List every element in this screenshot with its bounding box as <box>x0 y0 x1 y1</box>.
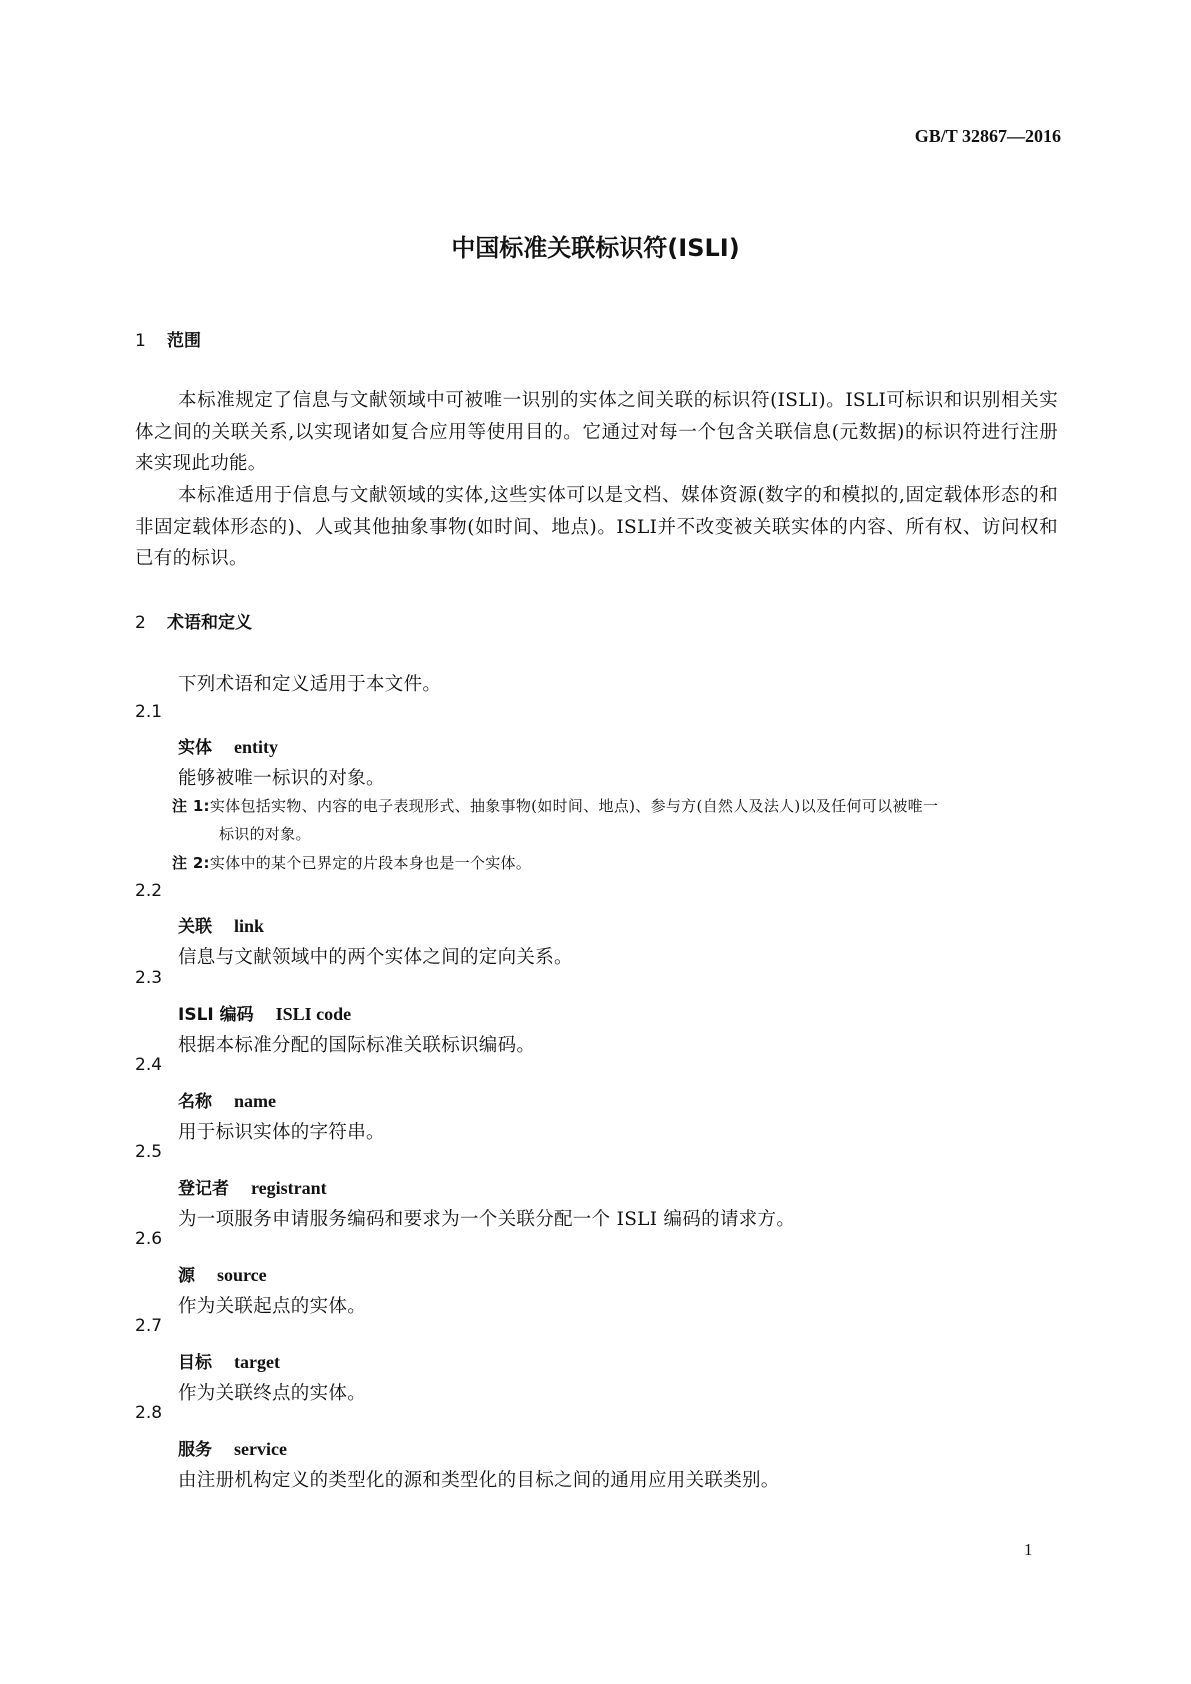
scope-paragraph-2: 本标准适用于信息与文献领域的实体,这些实体可以是文档、媒体资源(数字的和模拟的,固定载体形态的和非固定载体形态的)、人或其他抽象事物(如时间、地点)。ISLI并不改变被关联实体的内容、所有权、访问权和已有的标识。 <box>135 485 1058 570</box>
note-1 <box>172 792 1058 848</box>
term-definition: 由注册机构定义的类型化的源和类型化的目标之间的通用应用关联类别。 <box>178 1470 780 1491</box>
term-heading <box>178 1348 280 1373</box>
term-heading <box>178 1261 267 1286</box>
section-2-heading <box>135 608 252 633</box>
term-en: ISLI code <box>275 1004 352 1024</box>
term-number: 2.7 <box>135 1316 163 1336</box>
section-number: 2 <box>135 613 146 633</box>
term-heading <box>178 1435 287 1460</box>
note-text-continued: 标识的对象。 <box>219 825 311 843</box>
term-heading <box>178 1087 276 1112</box>
page-title: 中国标准关联标识符(ISLI) <box>451 234 740 262</box>
term-definition: 信息与文献领域中的两个实体之间的定向关系。 <box>178 947 573 968</box>
term-zh: 实体 <box>178 738 212 758</box>
term-number: 2.3 <box>135 968 163 988</box>
term-zh: 登记者 <box>178 1179 229 1199</box>
term-en: link <box>234 916 265 936</box>
term-definition: 能够被唯一标识的对象。 <box>178 768 385 789</box>
term-definition: 作为关联终点的实体。 <box>178 1383 367 1404</box>
term-en: entity <box>234 737 278 757</box>
section-title: 范围 <box>167 331 201 351</box>
term-zh: 源 <box>178 1266 195 1286</box>
term-en: service <box>234 1439 287 1459</box>
note-label: 注 1: <box>172 797 210 815</box>
note-text: 实体中的某个已界定的片段本身也是一个实体。 <box>209 854 532 872</box>
section-1-heading <box>135 326 201 351</box>
page-number: 1 <box>1024 1540 1033 1559</box>
terms-intro: 下列术语和定义适用于本文件。 <box>178 674 442 695</box>
standard-number: GB/T 32867—2016 <box>914 126 1061 146</box>
term-number: 2.2 <box>135 881 163 901</box>
section-title: 术语和定义 <box>167 613 252 633</box>
term-number: 2.6 <box>135 1229 163 1249</box>
term-heading <box>178 733 278 758</box>
scope-paragraph-1: 本标准规定了信息与文献领域中可被唯一识别的实体之间关联的标识符(ISLI)。ISLI可标识和识别相关实体之间的关联关系,以实现诸如复合应用等使用目的。它通过对每一个包含关联信息(元数据)的标识符进行注册来实现此功能。 <box>135 390 1058 475</box>
section-number: 1 <box>135 331 146 351</box>
term-definition: 为一项服务申请服务编码和要求为一个关联分配一个 ISLI 编码的请求方。 <box>178 1209 796 1230</box>
term-zh: 目标 <box>178 1353 212 1373</box>
term-zh: 服务 <box>178 1440 212 1460</box>
term-definition: 根据本标准分配的国际标准关联标识编码。 <box>178 1035 536 1056</box>
term-en: source <box>217 1265 267 1285</box>
term-en: name <box>234 1091 276 1111</box>
term-number: 2.1 <box>135 702 163 722</box>
term-number: 2.8 <box>135 1403 163 1423</box>
term-zh: 关联 <box>178 917 212 937</box>
term-number: 2.5 <box>135 1142 163 1162</box>
term-definition: 用于标识实体的字符串。 <box>178 1122 385 1143</box>
note-2 <box>172 849 1058 877</box>
term-heading <box>178 1000 351 1025</box>
term-en: registrant <box>251 1178 327 1198</box>
term-heading <box>178 1174 327 1199</box>
term-definition: 作为关联起点的实体。 <box>178 1296 367 1317</box>
term-number: 2.4 <box>135 1055 163 1075</box>
term-en: target <box>234 1352 280 1372</box>
term-zh: 名称 <box>178 1092 212 1112</box>
note-label: 注 2: <box>172 854 210 872</box>
note-text: 实体包括实物、内容的电子表现形式、抽象事物(如时间、地点)、参与方(自然人及法人)以及任何可以被唯一 <box>209 797 939 815</box>
term-zh: ISLI 编码 <box>178 1005 254 1025</box>
term-heading <box>178 912 264 937</box>
